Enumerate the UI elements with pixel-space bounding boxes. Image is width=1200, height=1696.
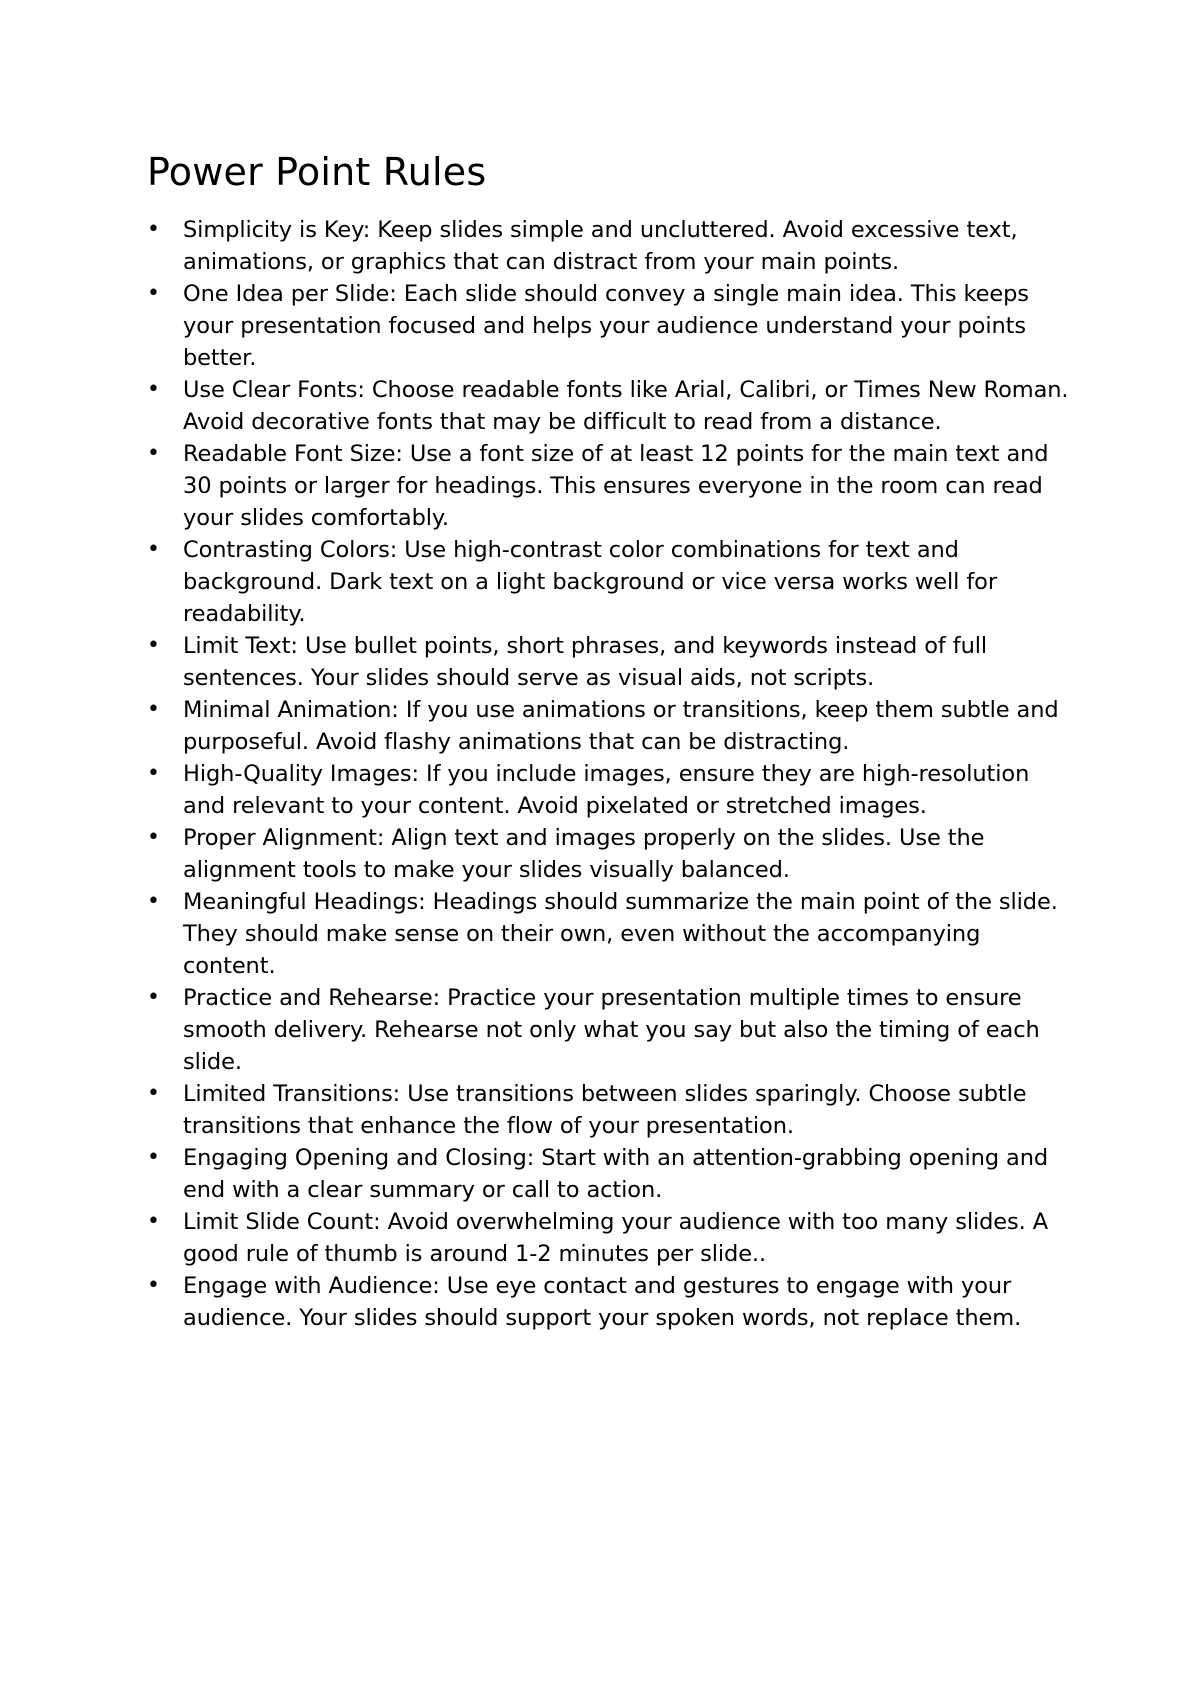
- page-title: Power Point Rules: [147, 150, 487, 194]
- list-item: [147, 1078, 1077, 1142]
- list-item: [147, 278, 1077, 374]
- bullet-icon: •: [147, 1273, 160, 1298]
- list-item: [147, 534, 1077, 630]
- rule-text: Simplicity is Key: Keep slides simple and uncluttered. Avoid excessive text, animations, or graphics that can distract from your main points.: [183, 217, 1018, 275]
- bullet-icon: •: [147, 761, 160, 786]
- bullet-icon: •: [147, 825, 160, 850]
- list-item: [147, 822, 1077, 886]
- list-item: [147, 374, 1077, 438]
- rule-text: Engage with Audience: Use eye contact and gestures to engage with your audience. Your slides should support your spoken words, not replace them.: [183, 1273, 1022, 1331]
- bullet-icon: •: [147, 441, 160, 466]
- bullet-icon: •: [147, 377, 160, 402]
- bullet-icon: •: [147, 1209, 160, 1234]
- bullet-icon: •: [147, 697, 160, 722]
- bullet-icon: •: [147, 985, 160, 1010]
- rule-text: Meaningful Headings: Headings should summarize the main point of the slide. They should make sense on their own, even without the accompanying content.: [183, 889, 1058, 979]
- bullet-icon: •: [147, 1145, 160, 1170]
- list-item: [147, 630, 1077, 694]
- bullet-icon: •: [147, 537, 160, 562]
- rule-text: High-Quality Images: If you include images, ensure they are high-resolution and relevant to your content. Avoid pixelated or stretched images.: [183, 761, 1030, 819]
- list-item: [147, 438, 1077, 534]
- rule-text: Practice and Rehearse: Practice your presentation multiple times to ensure smooth delivery. Rehearse not only what you say but also the timing of each slide.: [183, 985, 1040, 1075]
- list-item: [147, 214, 1077, 278]
- rule-text: Use Clear Fonts: Choose readable fonts like Arial, Calibri, or Times New Roman. Avoid decorative fonts that may be difficult to read from a distance.: [183, 377, 1069, 435]
- bullet-icon: •: [147, 217, 160, 242]
- rule-text: Proper Alignment: Align text and images properly on the slides. Use the alignment tools to make your slides visually balanced.: [183, 825, 985, 883]
- list-item: [147, 982, 1077, 1078]
- list-item: [147, 694, 1077, 758]
- rule-text: Engaging Opening and Closing: Start with an attention-grabbing opening and end with a clear summary or call to action.: [183, 1145, 1049, 1203]
- list-item: [147, 1206, 1077, 1270]
- rule-text: Limited Transitions: Use transitions between slides sparingly. Choose subtle transitions that enhance the flow of your presentation.: [183, 1081, 1027, 1139]
- bullet-icon: •: [147, 889, 160, 914]
- bullet-icon: •: [147, 633, 160, 658]
- rule-text: Limit Text: Use bullet points, short phrases, and keywords instead of full sentences. Your slides should serve as visual aids, not scripts.: [183, 633, 988, 691]
- rule-text: Contrasting Colors: Use high-contrast color combinations for text and background. Dark text on a light background or vice versa works well for readability.: [183, 537, 997, 627]
- bullet-icon: •: [147, 281, 160, 306]
- list-item: [147, 1270, 1077, 1334]
- rules-list: [147, 214, 1077, 1334]
- bullet-icon: •: [147, 1081, 160, 1106]
- rule-text: One Idea per Slide: Each slide should convey a single main idea. This keeps your presentation focused and helps your audience understand your points better.: [183, 281, 1029, 371]
- list-item: [147, 886, 1077, 982]
- list-item: [147, 1142, 1077, 1206]
- list-item: [147, 758, 1077, 822]
- rule-text: Limit Slide Count: Avoid overwhelming your audience with too many slides. A good rule of thumb is around 1-2 minutes per slide..: [183, 1209, 1049, 1267]
- rule-text: Readable Font Size: Use a font size of at least 12 points for the main text and 30 points or larger for headings. This ensures everyone in the room can read your slides comfortably.: [183, 441, 1049, 531]
- rule-text: Minimal Animation: If you use animations or transitions, keep them subtle and purposeful. Avoid flashy animations that can be distracting.: [183, 697, 1059, 755]
